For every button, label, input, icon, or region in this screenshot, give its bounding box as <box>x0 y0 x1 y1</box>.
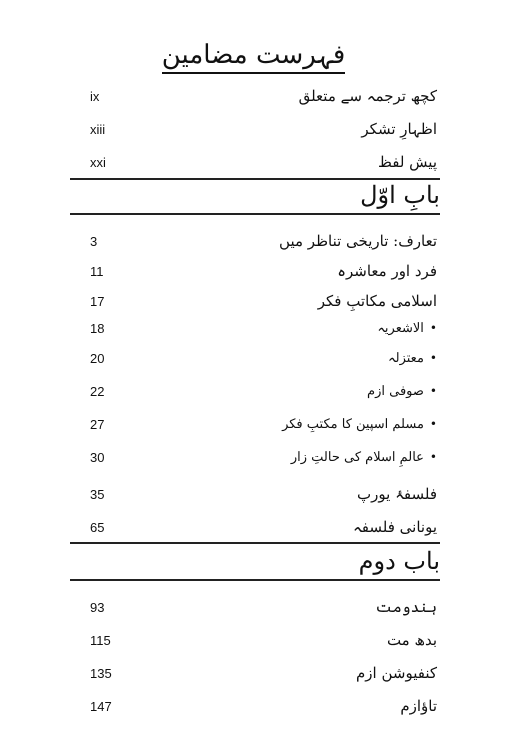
toc-row[interactable] <box>90 346 437 370</box>
toc-page-number: 115 <box>90 632 111 648</box>
toc-page-number: 17 <box>90 293 105 309</box>
toc-subentry-title: • معتزلہ <box>388 351 437 366</box>
toc-row[interactable] <box>90 661 437 685</box>
toc-entry-title: فلسفۂ یورپ <box>357 485 437 503</box>
section-divider <box>70 542 440 544</box>
toc-subentry-title: • مسلم اسپین کا مکتبِ فکر <box>282 417 437 432</box>
page-title-text: فہرست مضامین <box>162 40 346 74</box>
toc-subentry-title: • صوفی ازم <box>367 384 437 399</box>
chapter-1-heading: بابِ اوّل <box>360 181 440 209</box>
toc-entry-title: فرد اور معاشرہ <box>337 262 437 280</box>
toc-page-number: 20 <box>90 350 105 366</box>
toc-entry-title: پیش لفظ <box>378 153 437 171</box>
toc-row[interactable] <box>90 84 437 108</box>
toc-row[interactable] <box>90 482 437 506</box>
toc-subentry-title: • عالمِ اسلام کی حالتِ زار <box>291 450 437 465</box>
toc-row[interactable] <box>90 694 437 718</box>
toc-row[interactable] <box>90 117 437 141</box>
toc-entry-title: کچھ ترجمہ سے متعلق <box>298 87 437 105</box>
toc-entry-title: اظہارِ تشکر <box>361 120 437 138</box>
toc-row[interactable] <box>90 229 437 253</box>
toc-row[interactable] <box>90 412 437 436</box>
chapter-2-heading: باب دوم <box>358 547 440 575</box>
toc-page-number: 147 <box>90 698 112 714</box>
chapter-1-divider <box>70 213 440 215</box>
toc-row[interactable] <box>90 259 437 283</box>
toc-entry-title: اسلامی مکاتبِ فکر <box>317 292 437 310</box>
toc-page-number: xiii <box>90 121 106 137</box>
toc-entry-title: تاؤازم <box>400 697 437 715</box>
toc-page-number: 35 <box>90 486 105 502</box>
toc-entry-title: بدھ مت <box>386 631 437 649</box>
toc-row[interactable] <box>90 150 437 174</box>
toc-row[interactable] <box>90 316 437 340</box>
chapter-2-divider <box>70 579 440 581</box>
toc-page-number: 27 <box>90 416 105 432</box>
toc-row[interactable] <box>90 628 437 652</box>
toc-page-number: 3 <box>90 233 98 249</box>
toc-page-number: 93 <box>90 599 105 615</box>
toc-page-number: 65 <box>90 519 105 535</box>
toc-row[interactable] <box>90 595 437 619</box>
toc-row[interactable] <box>90 445 437 469</box>
toc-row[interactable] <box>90 515 437 539</box>
toc-page-number: ix <box>90 88 100 104</box>
toc-page-number: 30 <box>90 449 105 465</box>
toc-subentry-title: • الاشعریہ <box>377 321 437 336</box>
toc-row[interactable] <box>90 379 437 403</box>
toc-entry-title: ہندومت <box>375 598 437 616</box>
toc-page-number: xxi <box>90 154 106 170</box>
toc-row[interactable] <box>90 289 437 313</box>
toc-page-number: 11 <box>90 263 104 279</box>
toc-entry-title: کنفیوشن ازم <box>356 664 437 682</box>
toc-page-number: 22 <box>90 383 105 399</box>
toc-page-number: 135 <box>90 665 112 681</box>
toc-entry-title: تعارف: تاریخی تناظر میں <box>279 232 437 250</box>
toc-entry-title: یونانی فلسفہ <box>352 518 437 536</box>
page-title <box>0 40 507 74</box>
toc-page-number: 18 <box>90 320 105 336</box>
